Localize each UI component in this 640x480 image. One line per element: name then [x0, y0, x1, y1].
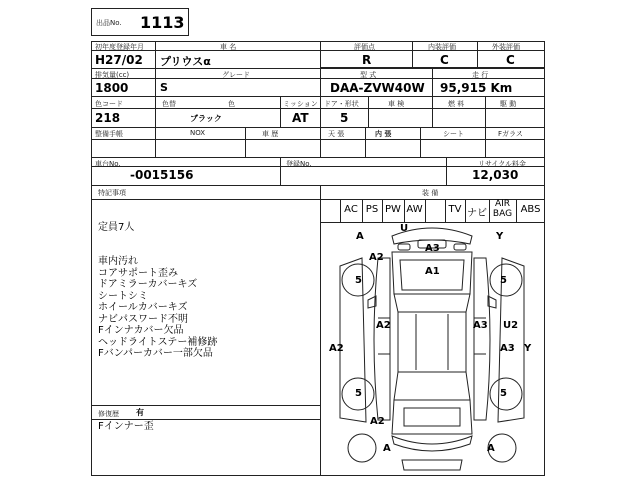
interior-value: C — [440, 53, 449, 67]
damage-mark: 5 — [355, 388, 362, 399]
mileage-label: 走 行 — [472, 71, 489, 79]
damage-mark: 5 — [355, 275, 362, 286]
repair-detail: Fインナー歪 — [98, 421, 154, 432]
note-line: 定員7人 — [98, 222, 135, 233]
name-label: 車 名 — [220, 43, 237, 51]
note-line: Fインナカバー欠品 — [98, 325, 184, 336]
drive-label: 駆 動 — [500, 100, 517, 108]
recycle-value: 12,030 — [472, 168, 519, 182]
exterior-value: C — [506, 53, 515, 67]
repair-label: 修復歴 — [98, 410, 119, 418]
doors-label: ドア・形状 — [324, 100, 359, 108]
damage-mark: A2 — [369, 252, 384, 263]
score-value: R — [362, 53, 372, 67]
damage-mark: 5 — [500, 388, 507, 399]
reg-label: 初年度登録年月 — [95, 43, 144, 51]
glass-label: Fガラス — [498, 130, 523, 138]
note-line: シートシミ — [98, 290, 148, 302]
note-line: 車内汚れ — [98, 256, 138, 267]
color-code-value: 218 — [95, 111, 121, 125]
damage-mark: 5 — [500, 275, 507, 286]
grade-value: S — [160, 81, 168, 94]
model-value: DAA-ZVW40W — [330, 81, 425, 95]
equip-tv: TV — [448, 204, 462, 215]
cc-value: 1800 — [95, 81, 129, 95]
equip-ac: AC — [344, 204, 358, 215]
cc-label: 排気量(cc) — [95, 71, 130, 79]
lot-label: 出品No. — [96, 19, 122, 27]
damage-mark: U2 — [503, 320, 519, 331]
interior-label: 内装評価 — [428, 43, 456, 51]
note-line: ホイールカバーキズ — [98, 302, 188, 313]
mission-value: AT — [292, 111, 309, 125]
damage-mark: U — [400, 223, 409, 234]
damage-mark: A — [383, 443, 391, 454]
regno-label: 登録No. — [286, 160, 312, 168]
fuel-label: 燃 料 — [448, 100, 465, 108]
leather-label: 内 張 — [375, 130, 392, 138]
color-value: ブラック — [190, 114, 222, 123]
note-line: ナビパスワード不明 — [98, 313, 188, 325]
score-label: 評価点 — [354, 43, 375, 51]
model-label: 型 式 — [360, 71, 377, 79]
equip-abs: ABS — [520, 204, 541, 215]
nox-label: NOX — [190, 129, 206, 137]
inspection-label: 車 検 — [388, 100, 405, 108]
exterior-label: 外装評価 — [492, 43, 520, 51]
manual-label: 整備手帳 — [95, 130, 123, 138]
reg-value: H27/02 — [95, 53, 143, 67]
history-label: 車 歴 — [262, 130, 279, 138]
damage-mark: A3 — [500, 343, 515, 354]
equip-airbag: AIR BAG — [492, 199, 513, 219]
note-line: ヘッドライトステー補修跡 — [98, 336, 218, 348]
equip-navi: ナビ — [467, 208, 487, 219]
equip-aw: AW — [406, 204, 423, 215]
damage-mark: A — [487, 443, 495, 454]
doors-value: 5 — [340, 111, 349, 125]
note-line: Fバンパーカバー一部欠品 — [98, 348, 213, 359]
recycle-label: リサイクル料金 — [478, 160, 527, 168]
color-type-label: 色替 — [162, 100, 176, 108]
color-code-label: 色コード — [95, 100, 123, 108]
chassis-value: -0015156 — [130, 168, 194, 182]
car-name: プリウスα — [160, 55, 211, 68]
damage-mark: A2 — [370, 416, 385, 427]
note-line: コアサポート歪み — [98, 267, 178, 279]
mission-label: ミッション — [283, 100, 318, 108]
lot-number-box — [91, 8, 189, 36]
damage-mark: Y — [496, 231, 504, 242]
color-label: 色 — [228, 100, 235, 108]
damage-mark: A2 — [376, 320, 391, 331]
equip-pw: PW — [385, 204, 401, 215]
seat-label: シート — [443, 130, 464, 138]
mileage-value: 95,915 Km — [440, 81, 513, 95]
sunroof-label: 天 張 — [328, 130, 345, 138]
lot-number: 1113 — [140, 13, 185, 32]
damage-mark: A3 — [473, 320, 488, 331]
damage-mark: A1 — [425, 266, 440, 277]
repair-value: 有 — [136, 408, 144, 417]
note-line: ドアミラーカバーキズ — [98, 279, 198, 290]
damage-mark: Y — [524, 343, 532, 354]
equip-ps: PS — [365, 204, 379, 215]
grade-label: グレード — [222, 71, 250, 79]
chassis-label: 車台No. — [95, 160, 121, 168]
damage-mark: A — [356, 231, 364, 242]
equipment-label: 装 備 — [422, 189, 439, 197]
damage-mark: A2 — [329, 343, 344, 354]
notes-label: 特記事項 — [98, 189, 126, 197]
damage-mark: A3 — [425, 243, 440, 254]
